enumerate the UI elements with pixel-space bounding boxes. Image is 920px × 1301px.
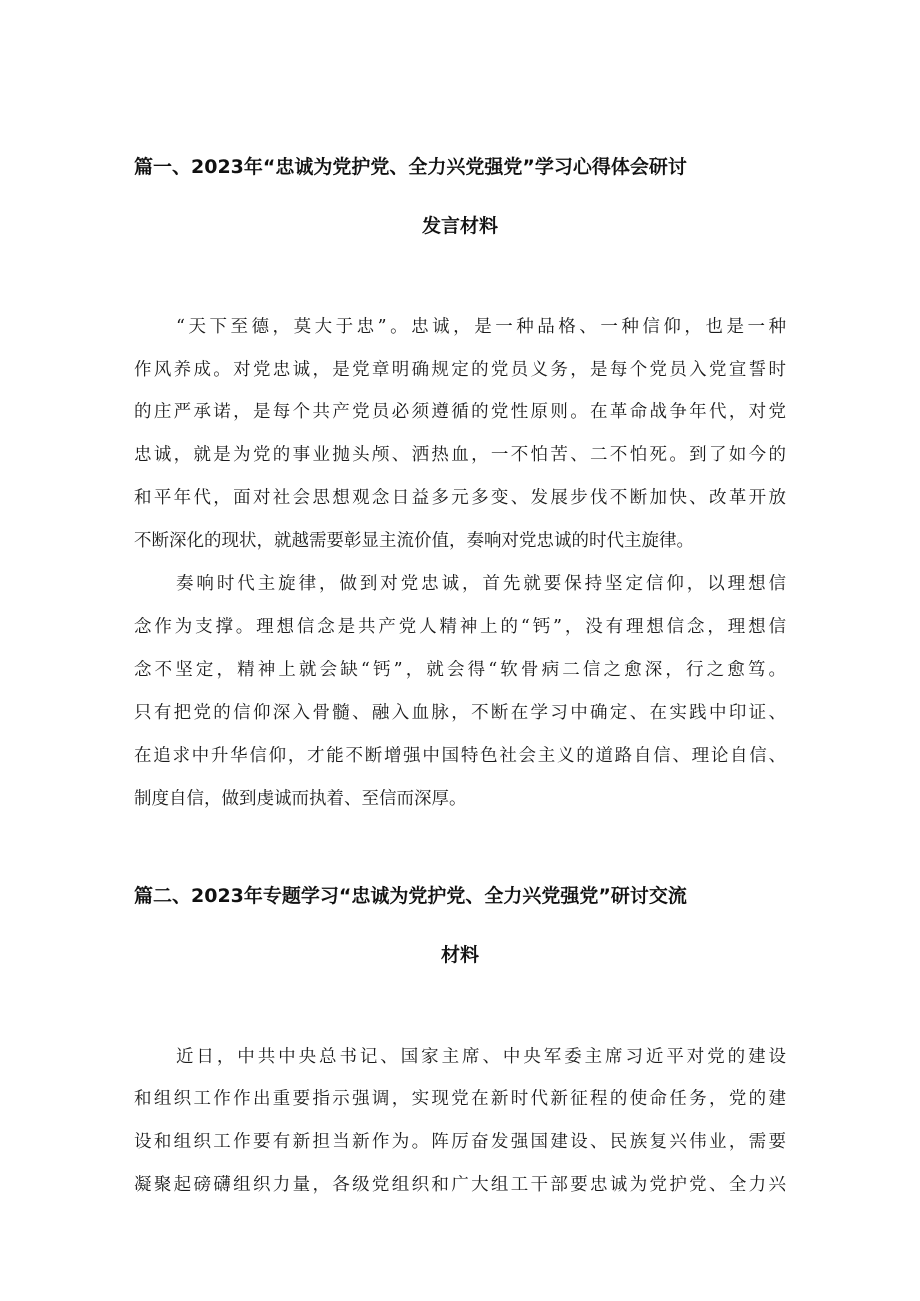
section1-title-line2: 发言材料 (421, 215, 498, 237)
section1-p1-line: 作风养成。对党忠诚，是党章明确规定的党员义务，是每个党员入党宣誓时 (134, 360, 786, 380)
section1-p2-line: 只有把党的信仰深入骨髓、融入血脉，不断在学习中确定、在实践中印证、 (134, 703, 786, 723)
section1-p1-line: 和平年代，面对社会思想观念日益多元多变、发展步伐不断加快、改革开放 (134, 488, 786, 508)
section1-p1-line: 的庄严承诺，是每个共产党员必须遵循的党性原则。在革命战争年代，对党 (134, 402, 786, 422)
section2-title-line2: 材料 (440, 944, 479, 966)
section2-title-line1: 篇二、2023年专题学习“忠诚为党护党、全力兴党强党”研讨交流 (134, 885, 687, 907)
section1-p1-line: 忠诚，就是为党的事业抛头颅、洒热血，一不怕苦、二不怕死。到了如今的 (134, 445, 786, 465)
section1-p2-line: 制度自信，做到虔诚而执着、至信而深厚。 (134, 789, 467, 809)
section1-title-line1: 篇一、2023年“忠诚为党护党、全力兴党强党”学习心得体会研讨 (134, 156, 687, 178)
section1-p2-line: 念作为支撑。理想信念是共产党人精神上的“钙”，没有理想信念，理想信 (134, 617, 786, 637)
section1-p1-line: “天下至德，莫大于忠”。忠诚，是一种品格、一种信仰，也是一种 (176, 317, 786, 337)
section1-p1-line: 不断深化的现状，就越需要彰显主流价值，奏响对党忠诚的时代主旋律。 (134, 531, 694, 551)
section1-p2-line: 念不坚定，精神上就会缺“钙”，就会得“软骨病二信之愈深，行之愈笃。 (134, 660, 786, 680)
section2-p1-line: 和组织工作作出重要指示强调，实现党在新时代新征程的使命任务，党的建 (134, 1089, 786, 1109)
section1-p2-line: 在追求中升华信仰，才能不断增强中国特色社会主义的道路自信、理论自信、 (134, 746, 786, 766)
section2-p1-line: 近日，中共中央总书记、国家主席、中央军委主席习近平对党的建设 (176, 1047, 786, 1067)
section2-p1-line: 凝聚起磅礴组织力量，各级党组织和广大组工干部要忠诚为党护党、全力兴 (134, 1175, 786, 1195)
section2-p1-line: 设和组织工作要有新担当新作为。阵厉奋发强国建设、民族复兴伟业，需要 (134, 1132, 786, 1152)
section1-p2-line: 奏响时代主旋律，做到对党忠诚，首先就要保持坚定信仰，以理想信 (176, 574, 786, 594)
